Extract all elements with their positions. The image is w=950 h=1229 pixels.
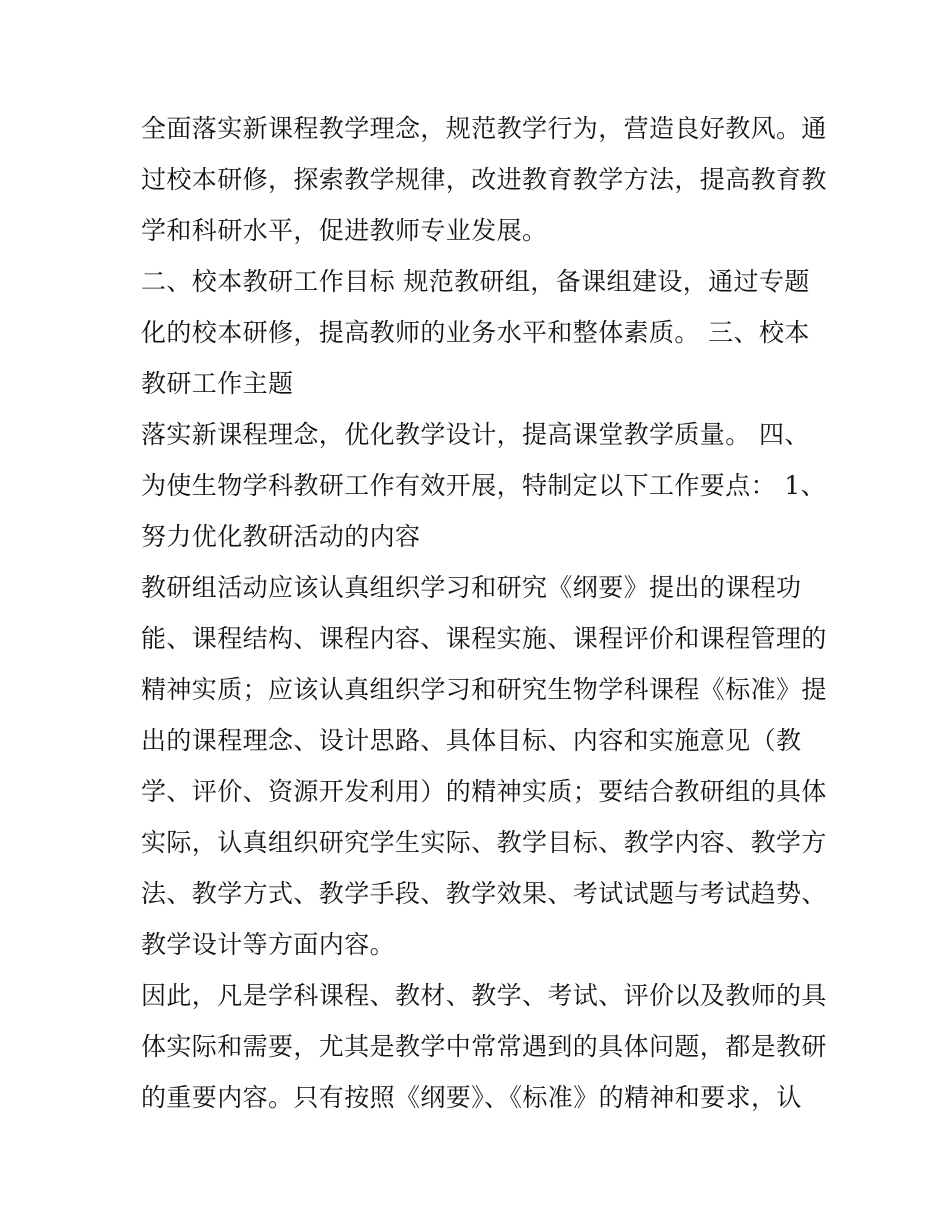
text-line: 化的校本研修，提高教师的业务水平和整体素质。 三、校本 xyxy=(141,318,810,347)
text-line: 实际，认真组织研究学生实际、教学目标、教学内容、教学方 xyxy=(141,828,827,857)
text-line: 努力优化教研活动的内容 xyxy=(141,522,421,551)
text-line: 精神实质；应该认真组织学习和研究生物学科课程《标准》提 xyxy=(141,675,827,704)
text-line: 为使生物学科教研工作有效开展，特制定以下工作要点： 1、 xyxy=(141,471,827,500)
text-line: 教研工作主题 xyxy=(141,369,294,398)
text-line: 学、评价、资源开发利用）的精神实质；要结合教研组的具体 xyxy=(141,777,827,806)
text-line: 教研组活动应该认真组织学习和研究《纲要》提出的课程功 xyxy=(141,573,802,602)
text-line: 的重要内容。只有按照《纲要》、《标准》的精神和要求，认 xyxy=(141,1083,802,1112)
text-line: 出的课程理念、设计思路、具体目标、内容和实施意见（教 xyxy=(141,726,802,755)
text-line: 因此，凡是学科课程、教材、教学、考试、评价以及教师的具 xyxy=(141,981,827,1010)
text-line: 教学设计等方面内容。 xyxy=(141,930,396,959)
text-line: 体实际和需要，尤其是教学中常常遇到的具体问题，都是教研 xyxy=(141,1032,827,1061)
text-line: 过校本研修，探索教学规律，改进教育教学方法，提高教育教 xyxy=(141,165,827,194)
text-line: 学和科研水平，促进教师专业发展。 xyxy=(141,216,548,245)
text-line: 能、课程结构、课程内容、课程实施、课程评价和课程管理的 xyxy=(141,624,827,653)
text-line: 二、校本教研工作目标 规范教研组，备课组建设，通过专题 xyxy=(141,267,810,296)
text-line: 全面落实新课程教学理念，规范教学行为，营造良好教风。通 xyxy=(141,114,827,143)
text-line: 法、教学方式、教学手段、教学效果、考试试题与考试趋势、 xyxy=(141,879,827,908)
text-line: 落实新课程理念，优化教学设计，提高课堂教学质量。 四、 xyxy=(141,420,810,449)
